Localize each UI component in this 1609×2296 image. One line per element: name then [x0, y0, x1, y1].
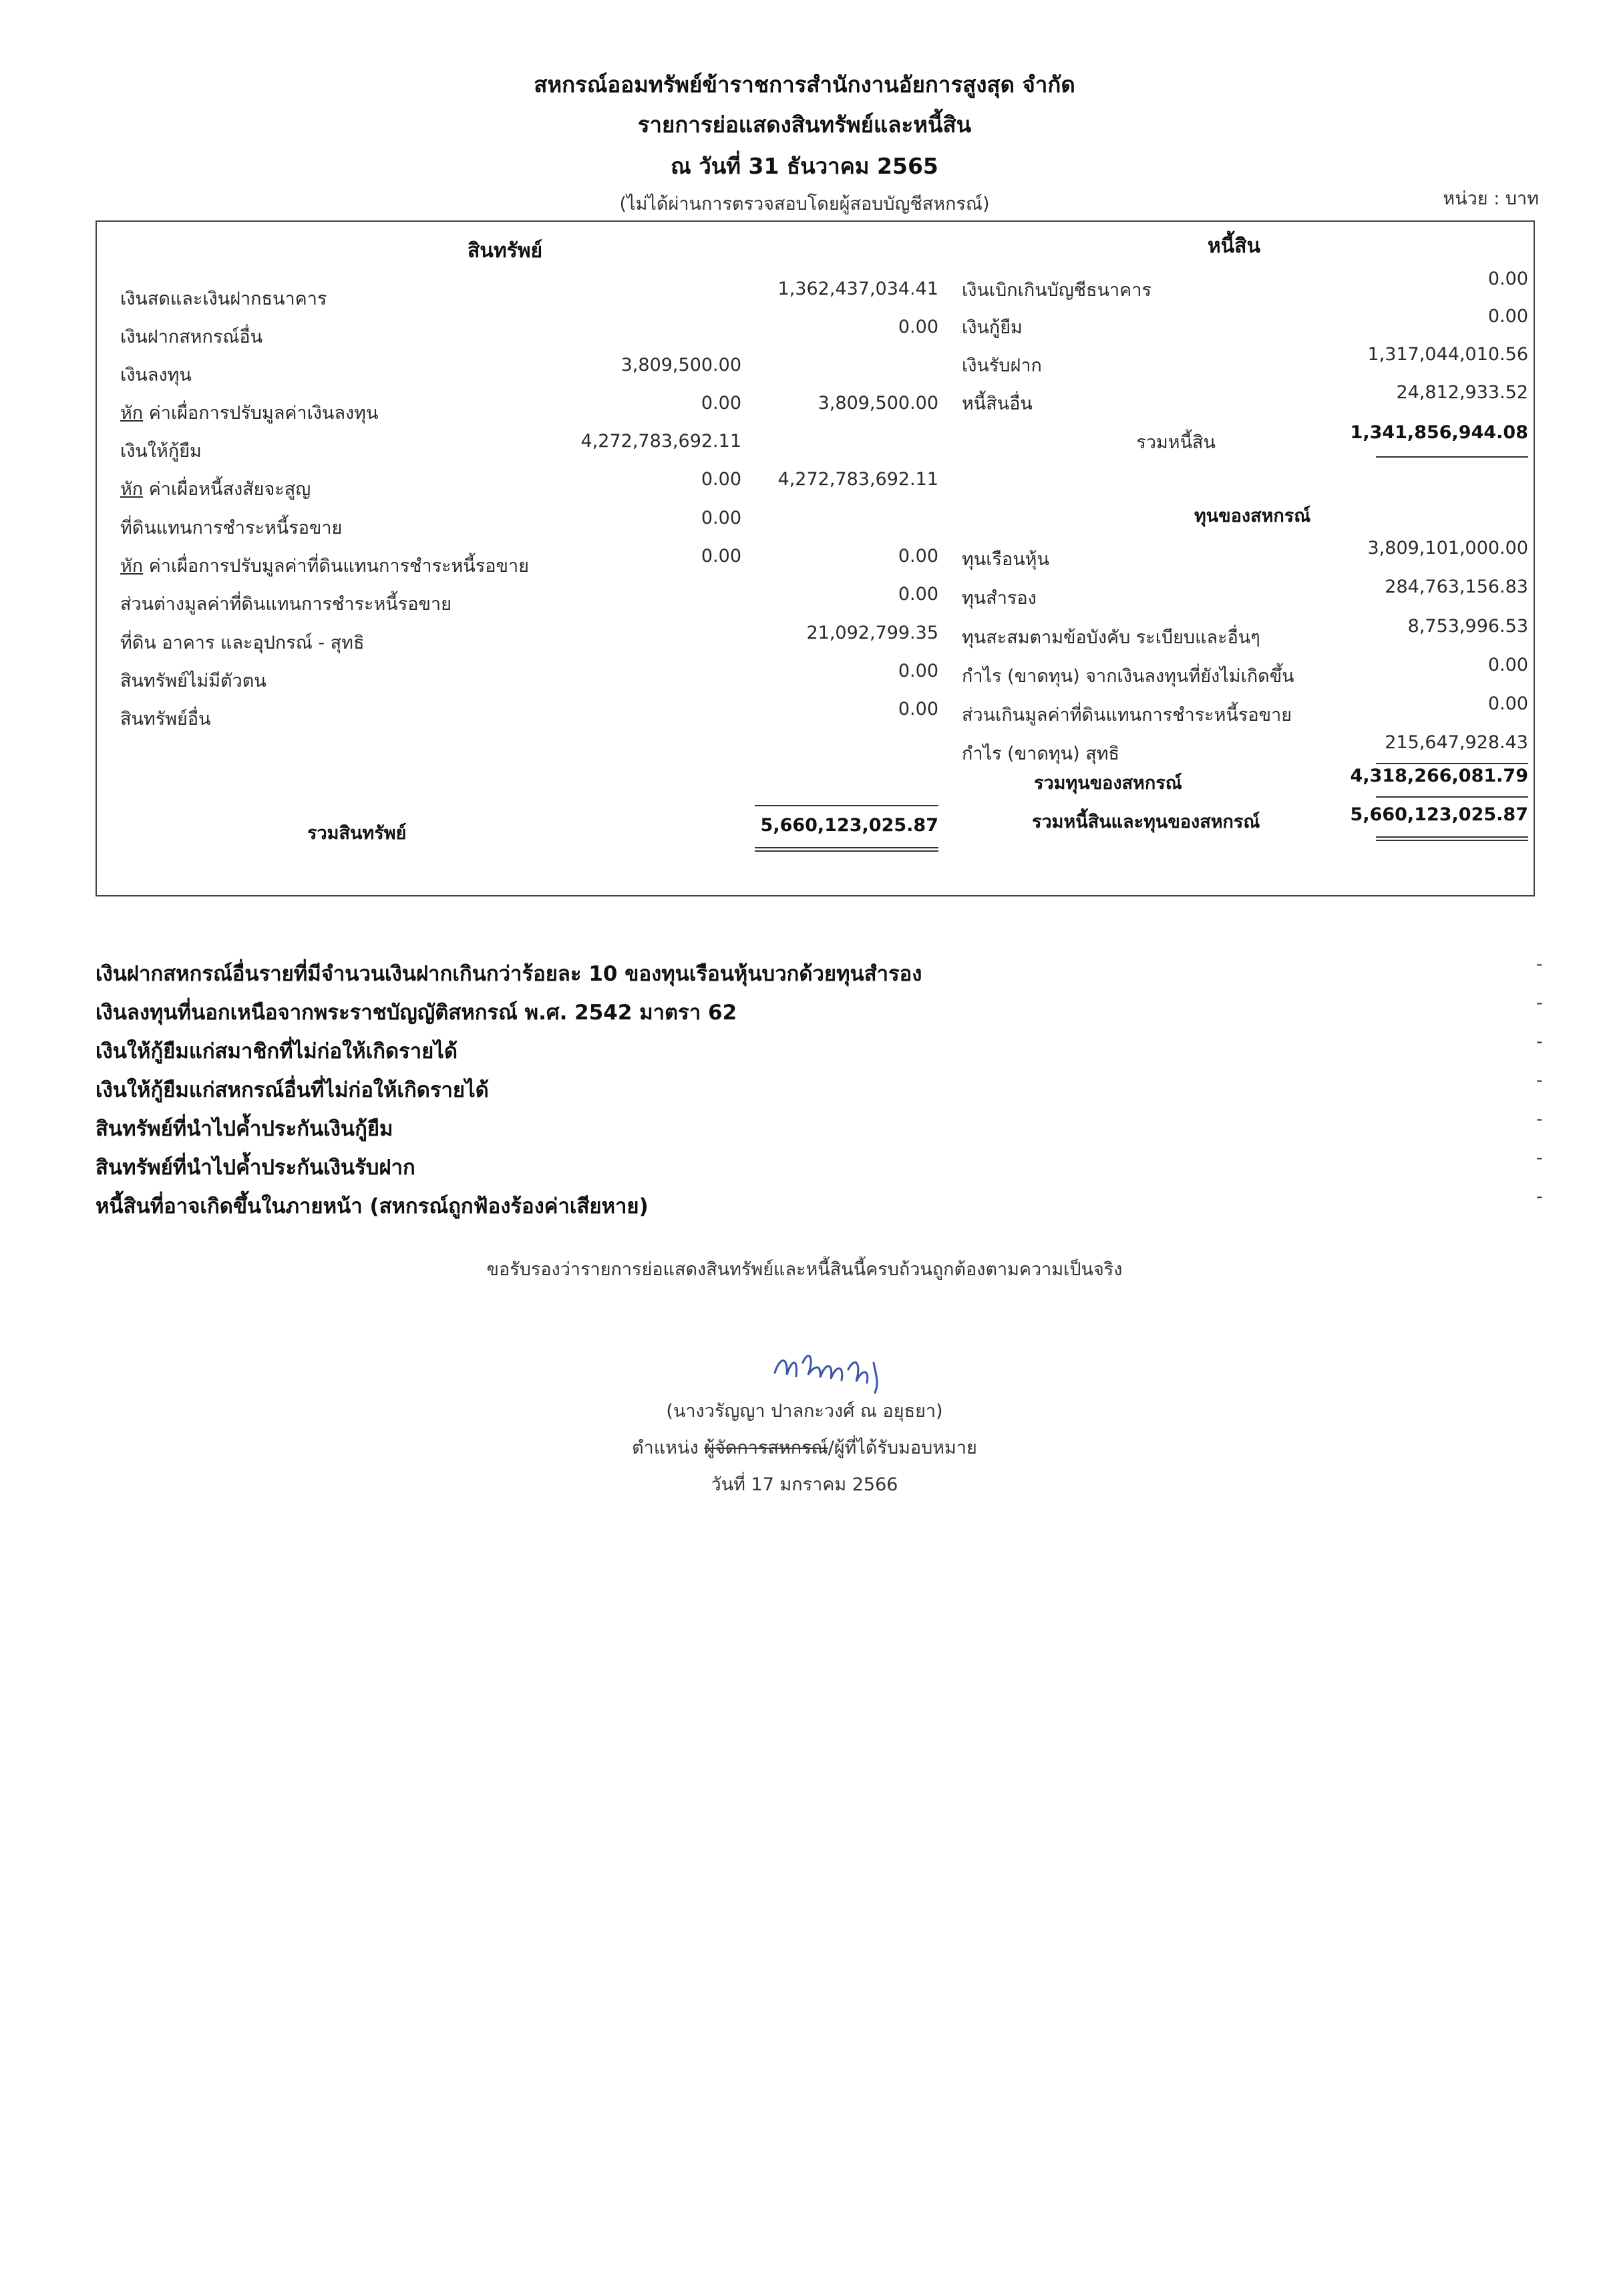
- grand-total-value: 5,660,123,025.87: [1350, 804, 1528, 825]
- asset-row-col2: 1,362,437,034.41: [777, 279, 938, 299]
- equity-total-rule: [1376, 796, 1528, 798]
- equity-row-label: ทุนสำรอง: [962, 588, 1037, 609]
- note-value: -: [1536, 1070, 1543, 1091]
- asset-label-text: เงินลงทุน: [120, 365, 192, 385]
- note-item: เงินฝากสหกรณ์อื่นรายที่มีจำนวนเงินฝากเกินกว่าร้อยละ 10 ของทุนเรือนหุ้นบวกด้วยทุนสำรอง: [96, 962, 922, 986]
- asset-label-text: ค่าเผื่อการปรับมูลค่าที่ดินแทนการชำระหนี้รอขาย: [143, 556, 529, 577]
- note-item: สินทรัพย์ที่นำไปค้ำประกันเงินกู้ยืม: [96, 1117, 393, 1141]
- equity-row-value: 8,753,996.53: [1407, 616, 1528, 637]
- asset-row-col1: 4,272,783,692.11: [580, 431, 741, 452]
- liability-row-value: 0.00: [1487, 306, 1528, 327]
- equity-row-value: 0.00: [1487, 655, 1528, 675]
- asset-label-text: เงินให้กู้ยืม: [120, 441, 202, 462]
- equity-total-value: 4,318,266,081.79: [1350, 766, 1528, 786]
- asset-label-text: สินทรัพย์อื่น: [120, 709, 211, 729]
- asset-row-col2: 0.00: [898, 546, 938, 566]
- asset-label-text: สินทรัพย์ไม่มีตัวตน: [120, 671, 266, 691]
- asset-row-col1: 0.00: [701, 508, 741, 528]
- org-title: สหกรณ์ออมทรัพย์ข้าราชการสำนักงานอัยการสูงสุด จำกัด: [534, 71, 1075, 98]
- signer-name: (นางวรัญญา ปาลกะวงศ์ ณ อยุธยา): [666, 1401, 943, 1422]
- equity-row-label: ส่วนเกินมูลค่าที่ดินแทนการชำระหนี้รอขาย: [962, 705, 1292, 725]
- note-value: -: [1536, 993, 1543, 1013]
- asset-label-text: ค่าเผื่อการปรับมูลค่าเงินลงทุน: [143, 403, 379, 424]
- asset-row-col1: 0.00: [701, 469, 741, 490]
- liability-row-value: 1,317,044,010.56: [1367, 344, 1528, 365]
- asset-label-text: ที่ดิน อาคาร และอุปกรณ์ - สุทธิ: [120, 633, 365, 653]
- position-suffix: /ผู้ที่ได้รับมอบหมาย: [828, 1438, 977, 1458]
- position-prefix: ตำแหน่ง: [632, 1438, 705, 1458]
- liability-row-value: 0.00: [1487, 269, 1528, 289]
- equity-row-label: ทุนสะสมตามข้อบังคับ ระเบียบและอื่นๆ: [962, 627, 1260, 648]
- unit-label: หน่วย : บาท: [1443, 188, 1539, 209]
- asset-row-label: [120, 513, 342, 542]
- liability-row-label: เงินรับฝาก: [962, 355, 1042, 376]
- grand-total-label: รวมหนี้สินและทุนของสหกรณ์: [1032, 812, 1260, 832]
- signature-image: [761, 1336, 895, 1396]
- equity-row-value: 0.00: [1487, 693, 1528, 714]
- equity-row-label: ทุนเรือนหุ้น: [962, 549, 1049, 570]
- audit-note: (ไม่ได้ผ่านการตรวจสอบโดยผู้สอบบัญชีสหกรณ์): [619, 194, 990, 214]
- asset-row-label: [120, 284, 327, 313]
- asset-row-label: [120, 551, 529, 580]
- asset-row-col2: 21,092,799.35: [806, 623, 938, 643]
- assets-total-rule: [755, 847, 938, 848]
- asset-row-label: [120, 666, 266, 695]
- equity-row-label: กำไร (ขาดทุน) สุทธิ: [962, 744, 1119, 764]
- note-item: เงินให้กู้ยืมแก่สหกรณ์อื่นที่ไม่ก่อให้เกิดรายได้: [96, 1078, 489, 1102]
- equity-row-label: กำไร (ขาดทุน) จากเงินลงทุนที่ยังไม่เกิดขึ้น: [962, 666, 1294, 687]
- certification-date: วันที่ 17 มกราคม 2566: [711, 1474, 898, 1495]
- equity-row-value: 215,647,928.43: [1385, 732, 1528, 753]
- deduct-prefix: หัก: [120, 556, 144, 577]
- liabilities-total-label: รวมหนี้สิน: [1136, 432, 1216, 453]
- liabilities-total-value: 1,341,856,944.08: [1350, 422, 1528, 443]
- report-title: รายการย่อแสดงสินทรัพย์และหนี้สิน: [637, 112, 972, 138]
- equity-heading: ทุนของสหกรณ์: [1194, 506, 1311, 526]
- asset-row-label: [120, 704, 211, 733]
- asset-label-text: เงินสดและเงินฝากธนาคาร: [120, 289, 327, 309]
- note-value: -: [1536, 1109, 1543, 1130]
- asset-row-label: [120, 360, 192, 389]
- note-value: -: [1536, 1186, 1543, 1207]
- asset-row-col2: 0.00: [898, 584, 938, 605]
- asset-row-col2: 0.00: [898, 661, 938, 681]
- certification-statement: ขอรับรองว่ารายการย่อแสดงสินทรัพย์และหนี้สินนี้ครบถ้วนถูกต้องตามความเป็นจริง: [486, 1259, 1123, 1280]
- asset-row-col1: 0.00: [701, 546, 741, 566]
- liabilities-total-rule: [1376, 456, 1528, 458]
- asset-row-col1: 0.00: [701, 393, 741, 414]
- liability-row-value: 24,812,933.52: [1396, 382, 1528, 403]
- assets-total-top-rule: [755, 805, 938, 806]
- deduct-prefix: หัก: [120, 403, 144, 424]
- signer-position: [0, 1433, 1609, 1462]
- note-item: สินทรัพย์ที่นำไปค้ำประกันเงินรับฝาก: [96, 1156, 415, 1180]
- asset-row-col2: 0.00: [898, 699, 938, 719]
- asset-row-col2: 0.00: [898, 317, 938, 337]
- asset-label-text: เงินฝากสหกรณ์อื่น: [120, 327, 263, 347]
- asset-row-col2: 4,272,783,692.11: [777, 469, 938, 490]
- asset-row-label: [120, 322, 262, 351]
- note-value: -: [1536, 954, 1543, 975]
- assets-total-double-rule: [755, 850, 938, 852]
- asset-row-label: [120, 436, 202, 465]
- note-item: เงินลงทุนที่นอกเหนือจากพระราชบัญญัติสหกรณ์ พ.ศ. 2542 มาตรา 62: [96, 1001, 737, 1025]
- asset-row-col2: 3,809,500.00: [818, 393, 938, 414]
- asset-row-label: [120, 589, 452, 618]
- note-value: -: [1536, 1031, 1543, 1052]
- grand-total-double-rule: [1376, 840, 1528, 841]
- asset-row-label: [120, 474, 311, 503]
- report-date: ณ วันที่ 31 ธันวาคม 2565: [671, 153, 938, 179]
- liability-row-label: เงินเบิกเกินบัญชีธนาคาร: [962, 280, 1151, 301]
- liability-row-label: เงินกู้ยืม: [962, 317, 1023, 338]
- liabilities-heading: หนี้สิน: [1208, 234, 1261, 258]
- equity-total-label: รวมทุนของสหกรณ์: [1034, 773, 1182, 794]
- equity-top-rule: [1376, 763, 1528, 764]
- position-struck: ผู้จัดการสหกรณ์: [704, 1438, 828, 1458]
- asset-label-text: ส่วนต่างมูลค่าที่ดินแทนการชำระหนี้รอขาย: [120, 594, 452, 615]
- note-item: หนี้สินที่อาจเกิดขึ้นในภายหน้า (สหกรณ์ถูกฟ้องร้องค่าเสียหาย): [96, 1194, 649, 1218]
- assets-heading: สินทรัพย์: [468, 239, 543, 263]
- asset-row-col1: 3,809,500.00: [620, 355, 741, 375]
- liability-row-label: หนี้สินอื่น: [962, 393, 1033, 414]
- asset-label-text: ที่ดินแทนการชำระหนี้รอขาย: [120, 518, 343, 538]
- asset-row-label: [120, 398, 378, 427]
- grand-total-rule: [1376, 836, 1528, 838]
- asset-row-label: [120, 628, 364, 657]
- assets-total-value: 5,660,123,025.87: [760, 815, 938, 836]
- asset-label-text: ค่าเผื่อหนี้สงสัยจะสูญ: [143, 479, 311, 500]
- assets-total-label: รวมสินทรัพย์: [307, 823, 407, 844]
- equity-row-value: 3,809,101,000.00: [1367, 538, 1528, 558]
- deduct-prefix: หัก: [120, 479, 144, 500]
- note-item: เงินให้กู้ยืมแก่สมาชิกที่ไม่ก่อให้เกิดรายได้: [96, 1039, 458, 1063]
- equity-row-value: 284,763,156.83: [1385, 577, 1528, 597]
- note-value: -: [1536, 1148, 1543, 1168]
